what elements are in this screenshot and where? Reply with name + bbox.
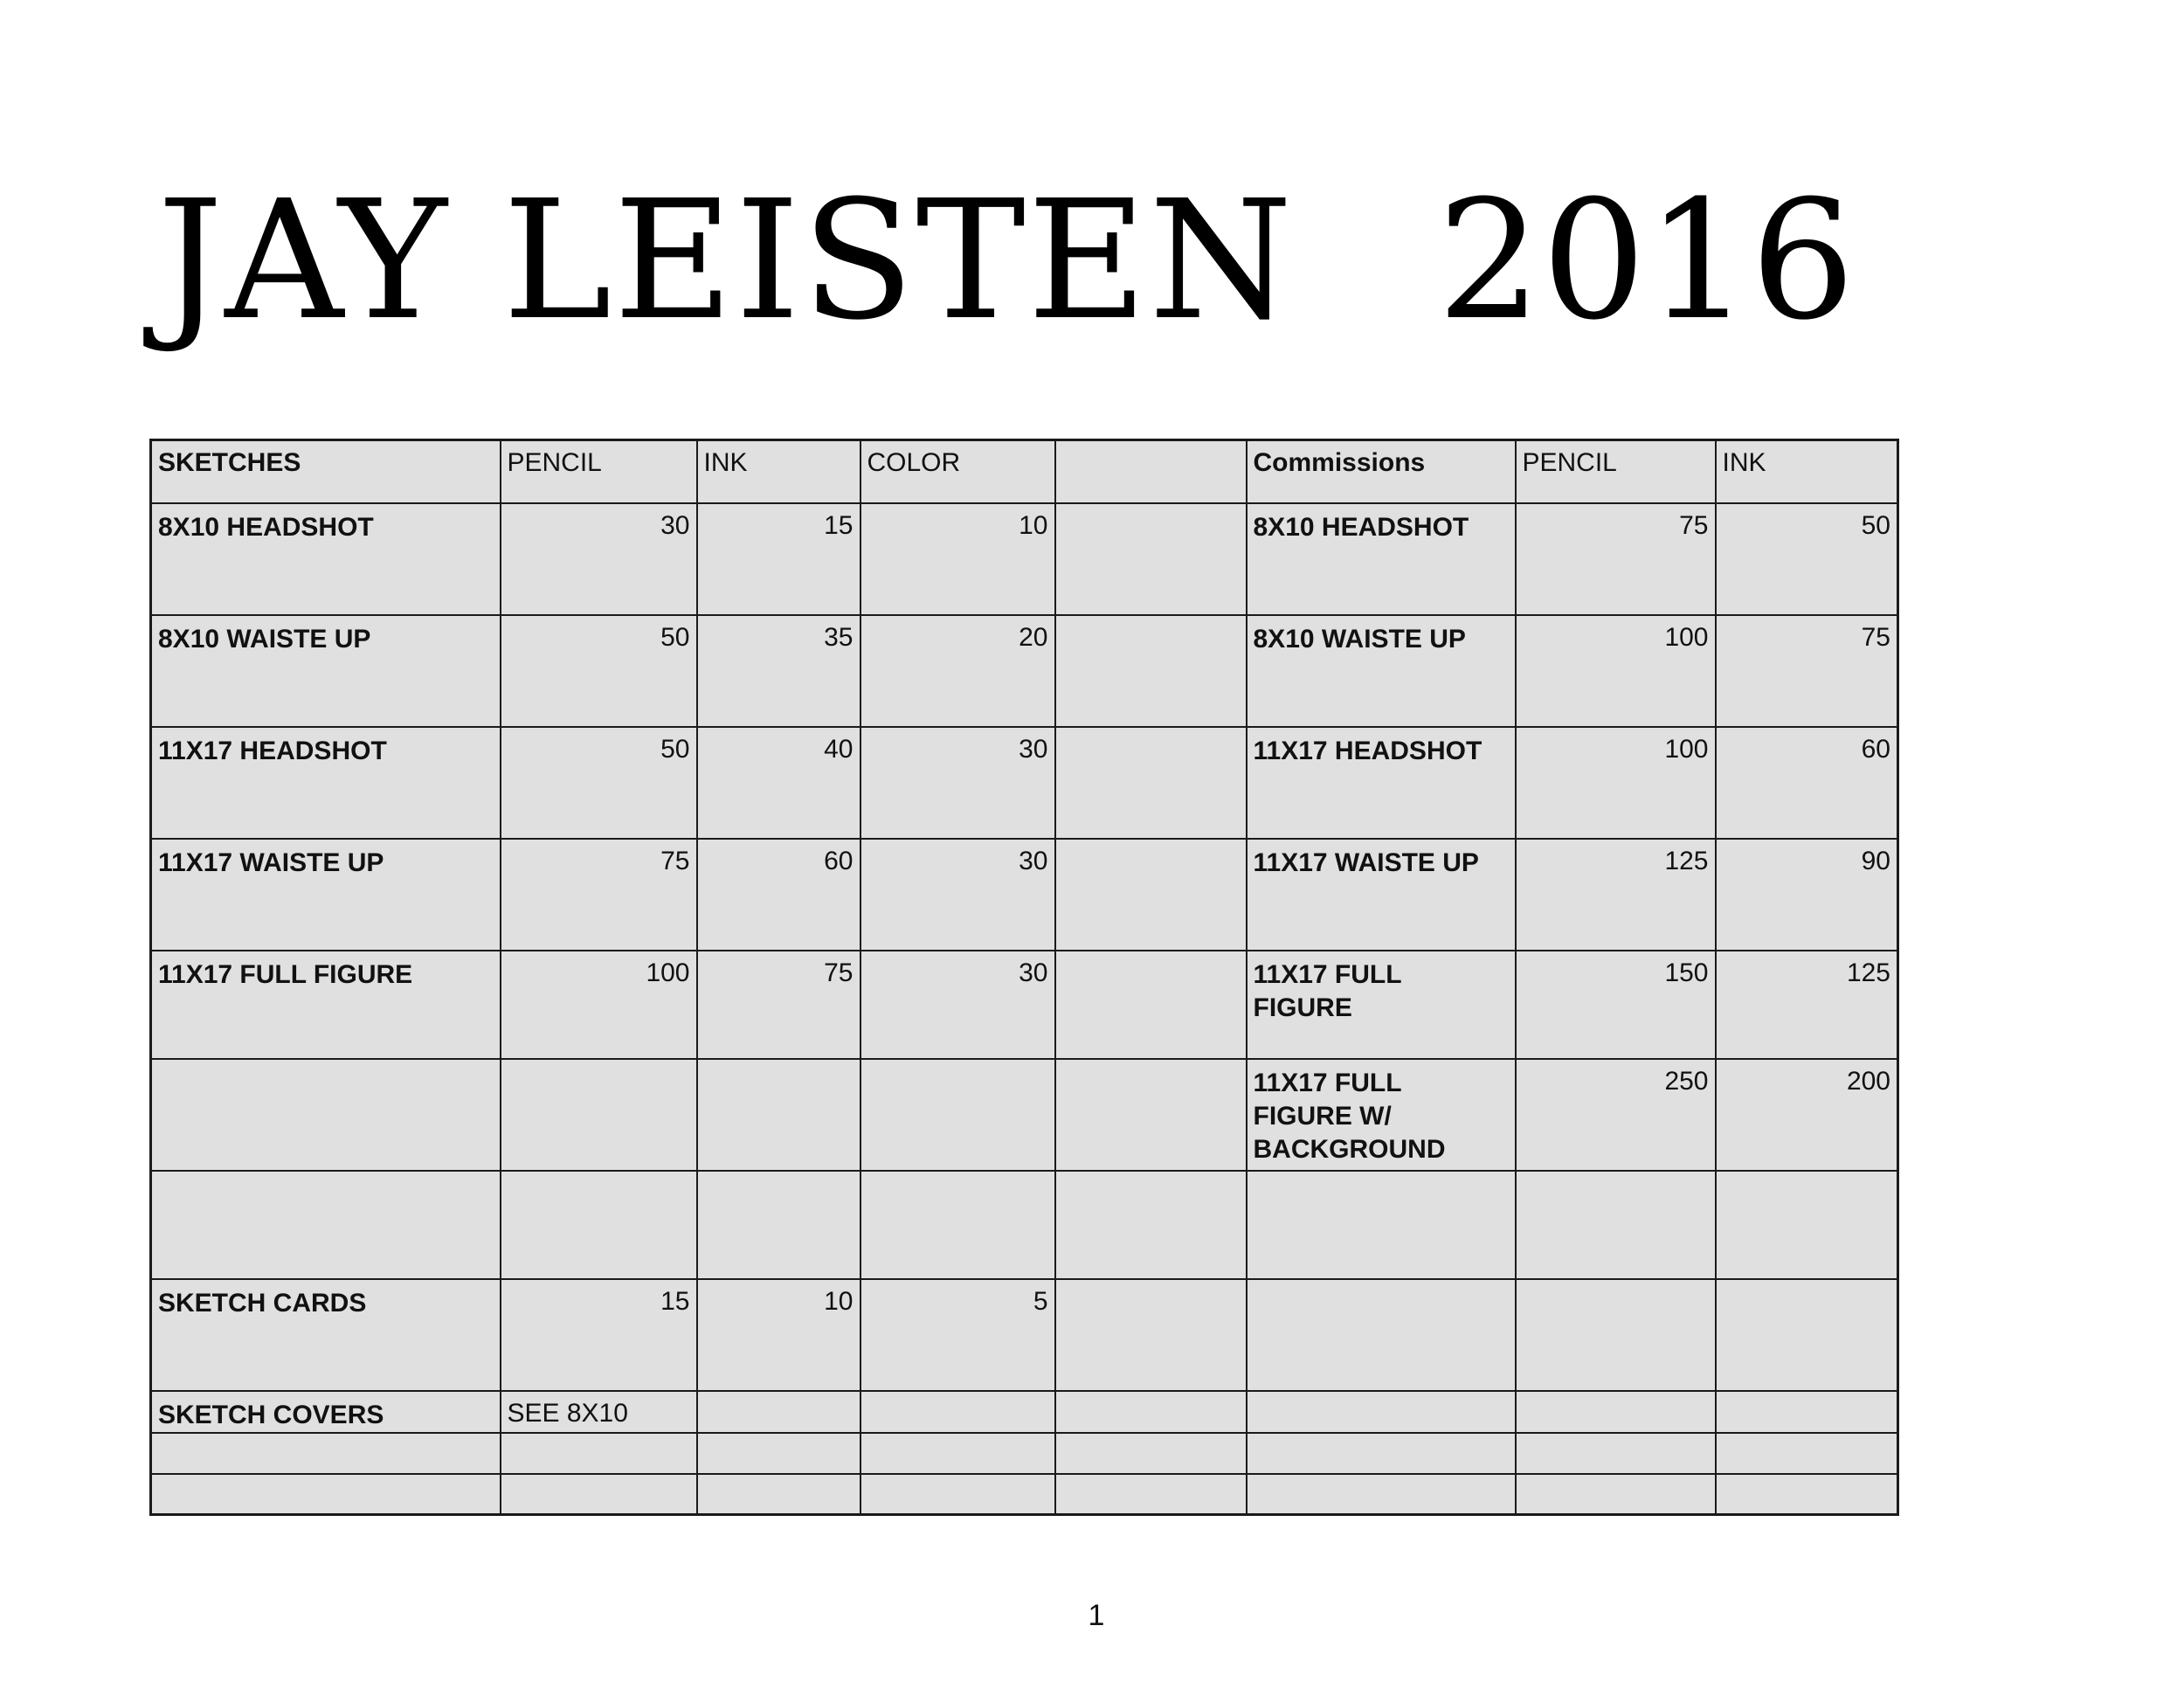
table-row (151, 503, 1898, 615)
commission-label-line: FIGURE (1253, 993, 1352, 1022)
commission-item-label: 11X17 WAISTE UP (1247, 839, 1516, 951)
commission-pencil-price (1516, 1279, 1716, 1391)
commission-label-line: FIGURE W/ (1253, 1101, 1392, 1131)
sketch-ink-price: 40 (697, 727, 860, 839)
table-row (151, 1171, 1898, 1279)
sketch-color-header: COLOR (860, 440, 1055, 503)
blank-cell (1055, 1433, 1247, 1474)
sketch-pencil-price: 75 (501, 839, 697, 951)
sketch-item-label: SKETCH COVERS (151, 1391, 501, 1433)
sketch-item-label: 11X17 HEADSHOT (151, 727, 501, 839)
table-row (151, 839, 1898, 951)
sketch-pencil-price: 50 (501, 727, 697, 839)
commission-item-label (1247, 1059, 1516, 1171)
commission-ink-price: 60 (1716, 727, 1898, 839)
commission-pencil-price (1516, 1391, 1716, 1433)
table-row (151, 1391, 1898, 1433)
sketch-color-price (860, 1059, 1055, 1171)
commission-item-label (1247, 1391, 1516, 1433)
price-table (149, 439, 1899, 1516)
commission-ink-price: 125 (1716, 951, 1898, 1059)
table-row (151, 951, 1898, 1059)
commission-pencil-price: 250 (1516, 1059, 1716, 1171)
blank-cell (1055, 1171, 1247, 1279)
commission-item-label (1247, 951, 1516, 1059)
blank-cell (860, 1433, 1055, 1474)
sketch-ink-header: INK (697, 440, 860, 503)
sketch-pencil-price (501, 1059, 697, 1171)
commission-pencil-price: 100 (1516, 615, 1716, 727)
sketch-color-price: 30 (860, 727, 1055, 839)
commission-label-line: 11X17 FULL (1253, 959, 1402, 989)
blank-cell (1055, 1279, 1247, 1391)
sketch-ink-price (697, 1391, 860, 1433)
sketch-pencil-price (501, 1171, 697, 1279)
sketch-item-label: 11X17 WAISTE UP (151, 839, 501, 951)
commission-ink-price (1716, 1279, 1898, 1391)
sketch-ink-price (697, 1171, 860, 1279)
blank-cell (501, 1474, 697, 1515)
sketch-ink-price: 75 (697, 951, 860, 1059)
artist-name-title: JAY LEISTEN (157, 165, 1295, 356)
commission-pencil-price (1516, 1171, 1716, 1279)
blank-cell (1716, 1474, 1898, 1515)
sketch-item-label: 11X17 FULL FIGURE (151, 951, 501, 1059)
commission-ink-price (1716, 1391, 1898, 1433)
sketch-pencil-price: 50 (501, 615, 697, 727)
commission-pencil-price: 150 (1516, 951, 1716, 1059)
sketch-pencil-price: SEE 8X10 (501, 1391, 697, 1433)
sketch-color-price: 10 (860, 503, 1055, 615)
blank-cell (1055, 951, 1247, 1059)
commission-item-label (1247, 1279, 1516, 1391)
page-number: 1 (1088, 1599, 1105, 1632)
year-title: 2016 (1437, 165, 1856, 356)
blank-cell (860, 1474, 1055, 1515)
sketch-ink-price: 60 (697, 839, 860, 951)
commission-label-line: 11X17 FULL (1253, 1068, 1402, 1097)
sketches-header: SKETCHES (151, 440, 501, 503)
blank-cell (1055, 727, 1247, 839)
sketch-color-price (860, 1171, 1055, 1279)
blank-cell (1247, 1474, 1516, 1515)
sketch-color-price (860, 1391, 1055, 1433)
sketch-ink-price (697, 1059, 860, 1171)
sketch-color-price: 30 (860, 951, 1055, 1059)
sketch-ink-price: 15 (697, 503, 860, 615)
table-row (151, 615, 1898, 727)
sketch-color-price: 20 (860, 615, 1055, 727)
commission-label-line: BACKGROUND (1253, 1134, 1446, 1164)
blank-cell (151, 1474, 501, 1515)
sketch-pencil-price: 15 (501, 1279, 697, 1391)
table-row (151, 1474, 1898, 1515)
commission-pencil-header: PENCIL (1516, 440, 1716, 503)
sketch-pencil-header: PENCIL (501, 440, 697, 503)
blank-header (1055, 440, 1247, 503)
commission-pencil-price: 100 (1516, 727, 1716, 839)
blank-cell (1055, 1391, 1247, 1433)
commissions-header: Commissions (1247, 440, 1516, 503)
blank-cell (697, 1433, 860, 1474)
commission-ink-price: 50 (1716, 503, 1898, 615)
blank-cell (697, 1474, 860, 1515)
sketch-item-label: 8X10 HEADSHOT (151, 503, 501, 615)
blank-cell (1516, 1474, 1716, 1515)
blank-cell (1055, 839, 1247, 951)
blank-cell (1055, 1059, 1247, 1171)
blank-cell (1247, 1433, 1516, 1474)
commission-pencil-price: 125 (1516, 839, 1716, 951)
commission-ink-price: 75 (1716, 615, 1898, 727)
blank-cell (151, 1433, 501, 1474)
sketch-color-price: 5 (860, 1279, 1055, 1391)
blank-cell (1055, 503, 1247, 615)
sketch-color-price: 30 (860, 839, 1055, 951)
table-row (151, 1059, 1898, 1171)
sketch-item-label (151, 1059, 501, 1171)
commission-ink-price: 90 (1716, 839, 1898, 951)
sketch-pencil-price: 100 (501, 951, 697, 1059)
blank-cell (1055, 615, 1247, 727)
sketch-ink-price: 35 (697, 615, 860, 727)
commission-ink-price (1716, 1171, 1898, 1279)
blank-cell (1716, 1433, 1898, 1474)
table-row (151, 1433, 1898, 1474)
blank-cell (501, 1433, 697, 1474)
sketch-item-label: 8X10 WAISTE UP (151, 615, 501, 727)
table-row (151, 1279, 1898, 1391)
commission-ink-price: 200 (1716, 1059, 1898, 1171)
sketch-item-label (151, 1171, 501, 1279)
commission-item-label (1247, 1171, 1516, 1279)
sketch-item-label: SKETCH CARDS (151, 1279, 501, 1391)
commission-ink-header: INK (1716, 440, 1898, 503)
table-row (151, 727, 1898, 839)
commission-pencil-price: 75 (1516, 503, 1716, 615)
table-header-row (151, 440, 1898, 503)
commission-item-label: 8X10 HEADSHOT (1247, 503, 1516, 615)
blank-cell (1055, 1474, 1247, 1515)
sketch-pencil-price: 30 (501, 503, 697, 615)
commission-item-label: 8X10 WAISTE UP (1247, 615, 1516, 727)
sketch-ink-price: 10 (697, 1279, 860, 1391)
commission-item-label: 11X17 HEADSHOT (1247, 727, 1516, 839)
blank-cell (1516, 1433, 1716, 1474)
